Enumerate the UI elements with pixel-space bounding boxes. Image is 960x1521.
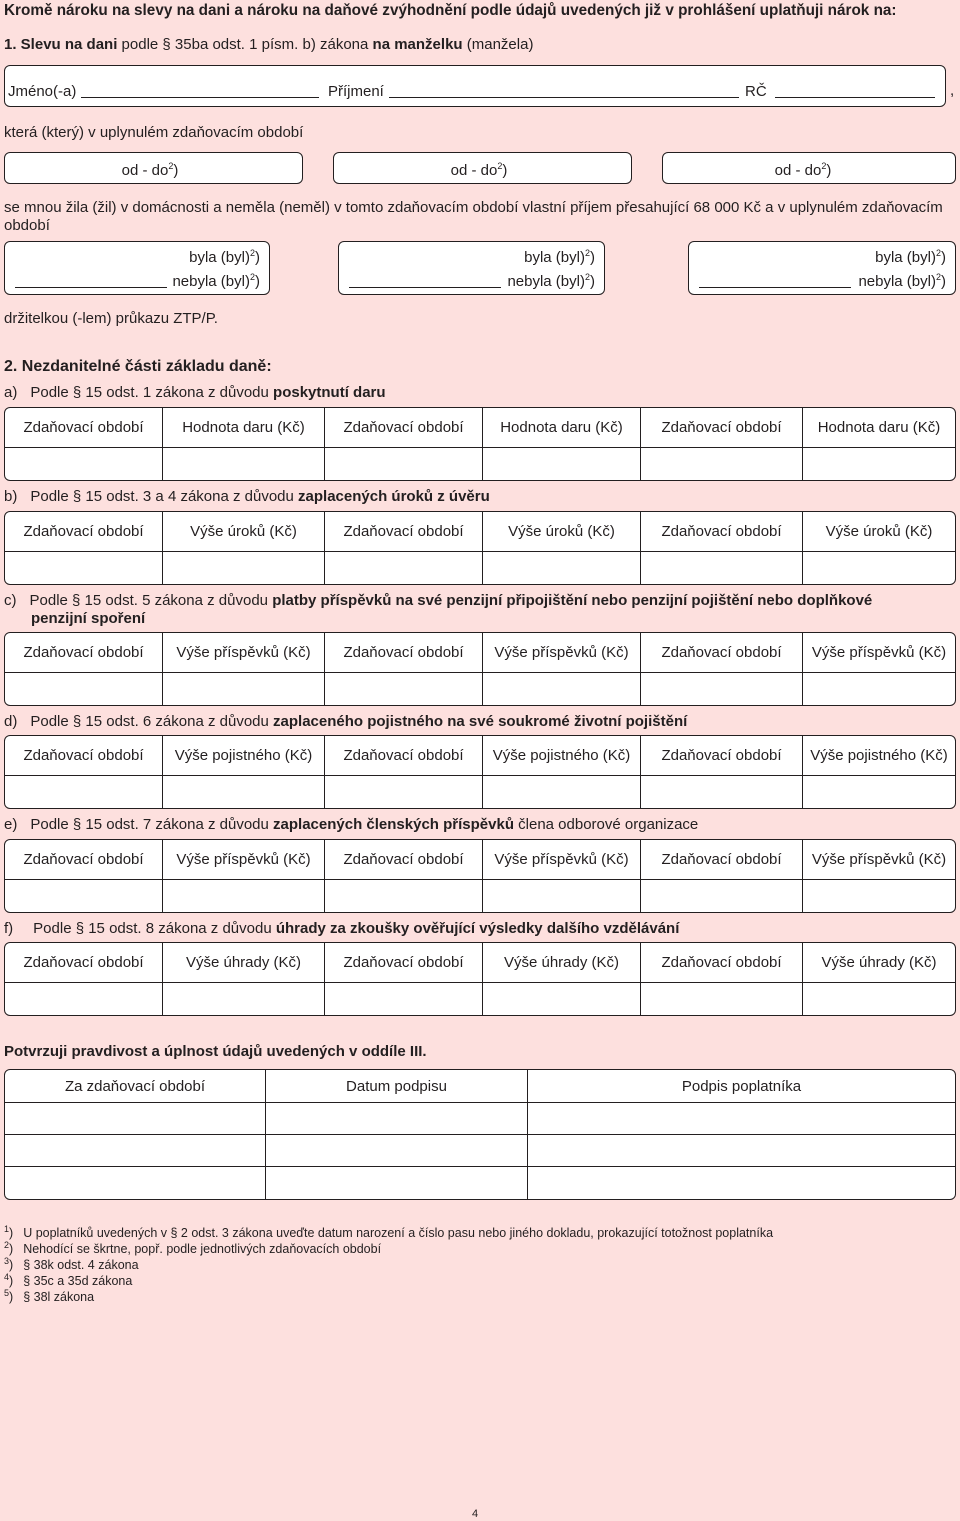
byla-line-1 — [15, 287, 167, 288]
header-amount: Hodnota daru (Kč) — [483, 408, 641, 448]
confirm-table — [4, 1069, 956, 1200]
amount-cell[interactable] — [483, 776, 641, 808]
table-b — [4, 511, 956, 585]
footnote-1: $^1$) U poplatníků uvedených v § 2 odst. 3 zákona uveďte datum narození a číslo pasu nebo jiného dokladu, prokazující totožnost poplatníka — [4, 1223, 774, 1240]
header-amount: Výše příspěvků (Kč) — [803, 633, 955, 673]
header-amount: Hodnota daru (Kč) — [803, 408, 955, 448]
confirm-cell[interactable] — [266, 1103, 528, 1135]
header-amount: Výše úroků (Kč) — [803, 512, 955, 552]
byla-box-2[interactable] — [338, 241, 605, 295]
byla-line-2 — [349, 287, 501, 288]
byla-label-3: byla (byl)$^2$) — [875, 248, 946, 266]
subsection-c-line2: penzijní spoření — [31, 610, 146, 627]
amount-cell[interactable] — [163, 552, 325, 584]
nebyla-label-1: nebyla (byl)$^2$) — [172, 272, 260, 290]
confirm-header-period: Za zdaňovací období — [5, 1070, 266, 1103]
confirm-cell[interactable] — [266, 1135, 528, 1167]
od-do-box-3[interactable] — [662, 152, 956, 184]
period-cell[interactable] — [5, 448, 163, 480]
footnotes — [4, 1223, 774, 1306]
od-do-label-3: od - $do^2$) — [774, 161, 832, 179]
header-amount: Výše pojistného (Kč) — [483, 736, 641, 776]
intro-text: Kromě nároku na slevy na dani a nároku na daňové zvýhodnění podle údajů uvedených již v prohlášení uplatňuji nárok na: — [4, 2, 897, 19]
amount-cell[interactable] — [483, 552, 641, 584]
header-period: Zdaňovací období — [325, 943, 483, 983]
amount-cell[interactable] — [163, 983, 325, 1015]
header-period: Zdaňovací období — [641, 512, 803, 552]
nebyla-label-2: nebyla (byl)$^2$) — [507, 272, 595, 290]
header-period: Zdaňovací období — [325, 512, 483, 552]
footnote-5: $^5$) § 38l zákona — [4, 1287, 95, 1304]
header-amount: Výše příspěvků (Kč) — [483, 840, 641, 880]
spouse-heading: 1. Slevu na dani podle § 35ba odst. 1 písm. b) zákona na manželku (manžela) — [4, 36, 534, 53]
period-cell[interactable] — [325, 776, 483, 808]
header-period: Zdaňovací období — [325, 736, 483, 776]
amount-cell[interactable] — [803, 448, 955, 480]
header-amount: Výše pojistného (Kč) — [163, 736, 325, 776]
amount-cell[interactable] — [803, 552, 955, 584]
header-amount: Výše pojistného (Kč) — [803, 736, 955, 776]
period-cell[interactable] — [5, 983, 163, 1015]
byla-box-1[interactable] — [4, 241, 270, 295]
period-cell[interactable] — [325, 880, 483, 912]
header-period: Zdaňovací období — [641, 943, 803, 983]
amount-cell[interactable] — [163, 448, 325, 480]
household-text: se mnou žila (žil) v domácnosti a neměla (neměl) v tomto zdaňovacím období vlastní příjem přesahující 68 000 Kč a v uplynulém zdaňovacím období — [4, 199, 943, 234]
table-f — [4, 942, 956, 1016]
confirm-header-signature: Podpis poplatníka — [528, 1070, 955, 1103]
section2-title: 2. Nezdanitelné části základu daně: — [4, 358, 272, 375]
spouse-name-box — [4, 65, 946, 107]
period-cell[interactable] — [641, 673, 803, 705]
od-do-label-1: od - $do^2$) — [121, 161, 179, 179]
period-cell[interactable] — [325, 983, 483, 1015]
amount-cell[interactable] — [483, 880, 641, 912]
period-cell[interactable] — [5, 880, 163, 912]
page-number: 4 — [472, 1508, 479, 1520]
surname-field[interactable] — [389, 97, 739, 98]
amount-cell[interactable] — [483, 673, 641, 705]
confirm-cell[interactable] — [266, 1167, 528, 1199]
od-do-label-2: od - $do^2$) — [450, 161, 508, 179]
header-period: Zdaňovací období — [325, 408, 483, 448]
header-amount: Výše příspěvků (Kč) — [163, 633, 325, 673]
amount-cell[interactable] — [483, 448, 641, 480]
header-period: Zdaňovací období — [641, 408, 803, 448]
subsection-b-heading: b) Podle § 15 odst. 3 a 4 zákona z důvodu zaplacených úroků z úvěru — [4, 488, 490, 505]
amount-cell[interactable] — [803, 776, 955, 808]
table-e — [4, 839, 956, 913]
rc-label: RČ — [745, 83, 767, 100]
header-amount: Výše úhrady (Kč) — [803, 943, 955, 983]
table-d — [4, 735, 956, 809]
ztp-text: držitelkou (-lem) průkazu ZTP/P. — [4, 310, 218, 327]
confirm-cell[interactable] — [5, 1103, 266, 1135]
amount-cell[interactable] — [803, 673, 955, 705]
header-period: Zdaňovací období — [641, 633, 803, 673]
footnote-2: $^2$) Nehodící se škrtne, popř. podle jednotlivých zdaňovacích období — [4, 1239, 382, 1256]
confirm-cell[interactable] — [5, 1167, 266, 1199]
header-amount: Výše úroků (Kč) — [163, 512, 325, 552]
subsection-f-heading: f) Podle § 15 odst. 8 zákona z důvodu úhrady za zkoušky ověřující výsledky dalšího vzdělávání — [4, 920, 680, 937]
amount-cell[interactable] — [483, 983, 641, 1015]
header-period: Zdaňovací období — [5, 736, 163, 776]
header-period: Zdaňovací období — [641, 840, 803, 880]
rc-field[interactable] — [775, 97, 935, 98]
header-amount: Hodnota daru (Kč) — [163, 408, 325, 448]
subsection-c-heading: c) Podle § 15 odst. 5 zákona z důvodu platby příspěvků na své penzijní připojištění nebo penzijní pojištění nebo doplňkové — [4, 592, 873, 609]
header-amount: Výše úhrady (Kč) — [163, 943, 325, 983]
period-cell[interactable] — [641, 552, 803, 584]
table-a — [4, 407, 956, 481]
period-cell[interactable] — [325, 448, 483, 480]
header-period: Zdaňovací období — [5, 512, 163, 552]
od-do-box-2[interactable] — [333, 152, 632, 184]
byla-line-3 — [699, 287, 851, 288]
subsection-a-heading: a) Podle § 15 odst. 1 zákona z důvodu poskytnutí daru — [4, 384, 386, 401]
period-cell[interactable] — [5, 776, 163, 808]
period-cell[interactable] — [641, 776, 803, 808]
byla-label-2: byla (byl)$^2$) — [524, 248, 595, 266]
header-period: Zdaňovací období — [325, 840, 483, 880]
header-period: Zdaňovací období — [5, 840, 163, 880]
confirm-text: Potvrzuji pravdivost a úplnost údajů uvedených v oddíle III. — [4, 1043, 427, 1060]
period-text: která (který) v uplynulém zdaňovacím období — [4, 124, 304, 141]
header-period: Zdaňovací období — [5, 408, 163, 448]
period-cell[interactable] — [5, 552, 163, 584]
confirm-cell[interactable] — [5, 1135, 266, 1167]
footnote-3: $^3$) § 38k odst. 4 zákona — [4, 1255, 139, 1272]
period-cell[interactable] — [641, 448, 803, 480]
nebyla-label-3: nebyla (byl)$^2$) — [858, 272, 946, 290]
confirm-cell[interactable] — [528, 1135, 955, 1167]
header-period: Zdaňovací období — [5, 943, 163, 983]
header-amount: Výše příspěvků (Kč) — [163, 840, 325, 880]
confirm-cell[interactable] — [528, 1103, 955, 1135]
period-cell[interactable] — [325, 552, 483, 584]
amount-cell[interactable] — [803, 880, 955, 912]
header-amount: Výše příspěvků (Kč) — [803, 840, 955, 880]
amount-cell[interactable] — [163, 776, 325, 808]
amount-cell[interactable] — [163, 673, 325, 705]
confirm-cell[interactable] — [528, 1167, 955, 1199]
period-cell[interactable] — [5, 673, 163, 705]
header-period: Zdaňovací období — [325, 633, 483, 673]
confirm-header-date: Datum podpisu — [266, 1070, 528, 1103]
table-c — [4, 632, 956, 706]
subsection-d-heading: d) Podle § 15 odst. 6 zákona z důvodu zaplaceného pojistného na své soukromé životní pojištění — [4, 713, 688, 730]
byla-label-1: byla (byl)$^2$) — [189, 248, 260, 266]
comma: , — [950, 82, 955, 99]
period-cell[interactable] — [641, 880, 803, 912]
period-cell[interactable] — [641, 983, 803, 1015]
surname-label: Příjmení — [328, 83, 384, 100]
subsection-e-heading: e) Podle § 15 odst. 7 zákona z důvodu zaplacených členských příspěvků člena odborové organizace — [4, 816, 699, 833]
header-period: Zdaňovací období — [5, 633, 163, 673]
byla-box-3[interactable] — [688, 241, 956, 295]
amount-cell[interactable] — [803, 983, 955, 1015]
header-amount: Výše úhrady (Kč) — [483, 943, 641, 983]
name-label: Jméno(-a) — [8, 83, 77, 100]
header-amount: Výše příspěvků (Kč) — [483, 633, 641, 673]
header-period: Zdaňovací období — [641, 736, 803, 776]
name-field[interactable] — [81, 97, 319, 98]
od-do-box-1[interactable] — [4, 152, 303, 184]
amount-cell[interactable] — [163, 880, 325, 912]
period-cell[interactable] — [325, 673, 483, 705]
footnote-4: $^4$) § 35c a 35d zákona — [4, 1271, 133, 1288]
header-amount: Výše úroků (Kč) — [483, 512, 641, 552]
